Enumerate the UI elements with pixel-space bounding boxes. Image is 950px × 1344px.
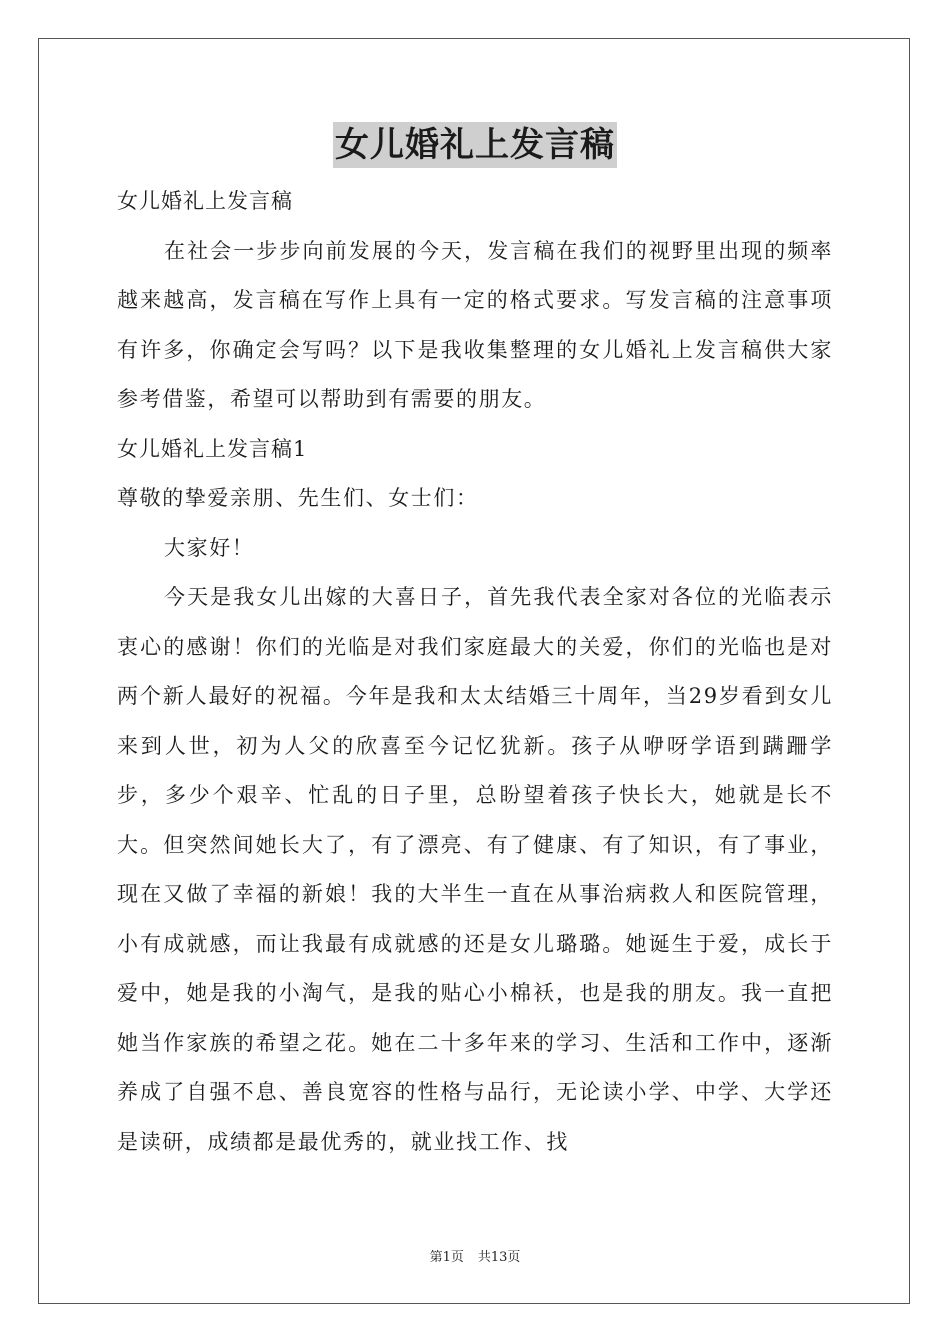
title-block [0,122,950,168]
intro-paragraph: 在社会一步步向前发展的今天，发言稿在我们的视野里出现的频率越来越高，发言稿在写作上具有一定的格式要求。写发言稿的注意事项有许多，你确定会写吗？以下是我收集整理的女儿婚礼上发言稿供大家参考借鉴，希望可以帮助到有需要的朋友。 [117,238,833,411]
subtitle-line: 女儿婚礼上发言稿 [117,189,293,213]
greeting-line: 大家好！ [164,535,255,560]
salutation-line: 尊敬的挚爱亲朋、先生们、女士们： [117,486,479,510]
page-total: 共13页 [477,1250,521,1265]
page-number: 第1页 [429,1250,464,1265]
section-heading: 女儿婚礼上发言稿1 [117,436,308,461]
page-footer [0,1246,950,1265]
document-title: 女儿婚礼上发言稿 [333,122,617,168]
speech-paragraph: 今天是我女儿出嫁的大喜日子，首先我代表全家对各位的光临表示衷心的感谢！你们的光临是对我们家庭最大的关爱，你们的光临也是对两个新人最好的祝福。今年是我和太太结婚三十周年，当29岁看到女儿来到人世，初为人父的欣喜至今记忆犹新。孩子从咿呀学语到蹒跚学步，多少个艰辛、忙乱的日子里，总盼望着孩子快长大，她就是长不大。但突然间她长大了，有了漂亮、有了健康、有了知识，有了事业，现在又做了幸福的新娘！我的大半生一直在从事治病救人和医院管理，小有成就感，而让我最有成就感的还是女儿璐璐。她诞生于爱，成长于爱中，她是我的小淘气，是我的贴心小棉袄，也是我的朋友。我一直把她当作家族的希望之花。她在二十多年来的学习、生活和工作中，逐渐养成了自强不息、善良宽容的性格与品行，无论读小学、中学、大学还是读研，成绩都是最优秀的，就业找工作、找 [117,585,833,1154]
document-body [117,177,833,1167]
